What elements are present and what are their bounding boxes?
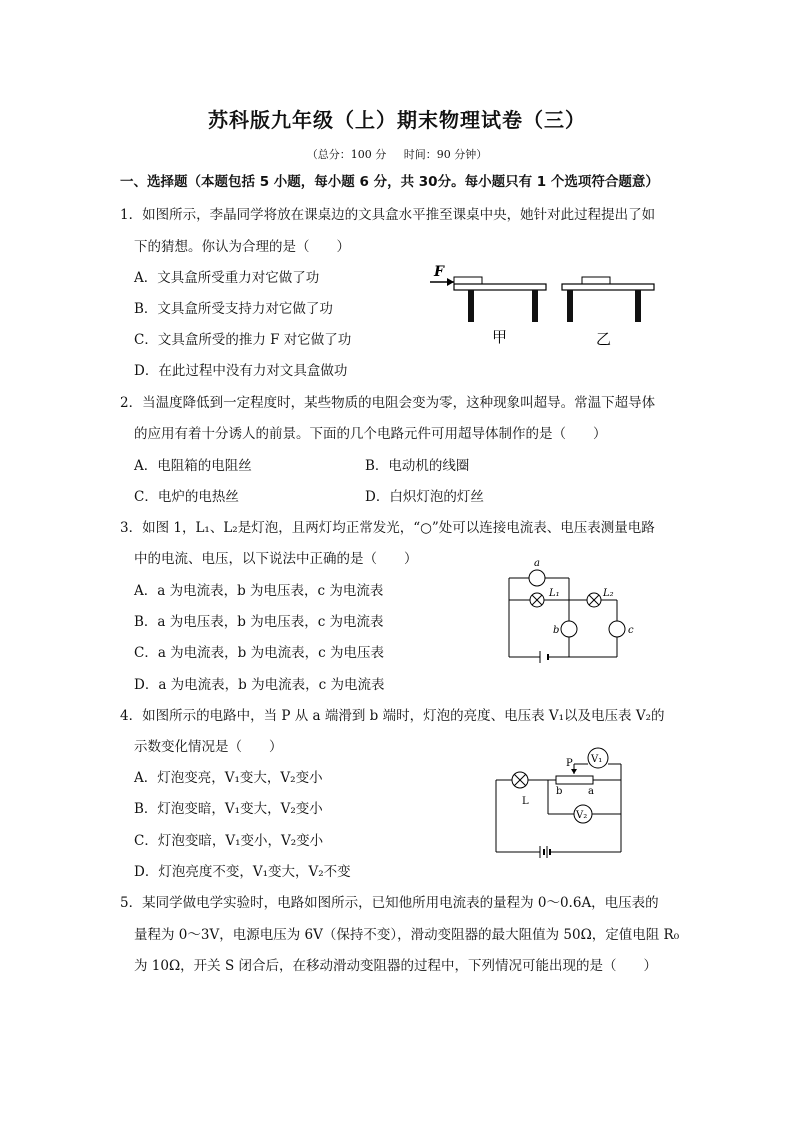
desk-leg-right-1 xyxy=(567,290,573,322)
voltmeter-v2-label: V₂ xyxy=(576,810,588,821)
q4-option-a: A．灯泡变亮，V₁变大，V₂变小 xyxy=(134,770,323,786)
desk-leg-left-2 xyxy=(532,290,538,322)
lamp-l2-label: L₂ xyxy=(603,588,614,599)
q3-option-b: B．a 为电压表，b 为电压表，c 为电流表 xyxy=(134,614,384,630)
q2-option-c: C．电炉的电热丝 xyxy=(134,489,239,505)
q5-stem-line2: 量程为 0～3V，电源电压为 6V（保持不变），滑动变阻器的最大阻值为 50Ω，定值电阻 R₀ xyxy=(134,927,680,943)
q4-option-b: B．灯泡变暗，V₁变大，V₂变小 xyxy=(134,801,323,817)
meter-c xyxy=(609,621,625,637)
desk-leg-left-1 xyxy=(468,290,474,322)
rheostat-b-label: b xyxy=(556,786,563,797)
q1-option-a: A．文具盒所受重力对它做了功 xyxy=(134,270,320,286)
q3-option-d: D．a 为电流表，b 为电流表，c 为电流表 xyxy=(134,677,385,693)
q4-option-c: C．灯泡变暗，V₁变小，V₂变小 xyxy=(134,833,324,849)
q3-circuit-diagram xyxy=(505,560,640,662)
meter-a xyxy=(529,570,545,586)
q4-circuit-diagram xyxy=(490,744,630,860)
q2-stem-line1: 2．当温度降低到一定程度时，某些物质的电阻会变为零，这种现象叫超导。常温下超导体 xyxy=(120,395,656,411)
q3-stem-line2: 中的电流、电压，以下说法中正确的是（ ） xyxy=(134,551,418,567)
q1-option-d: D．在此过程中没有力对文具盒做功 xyxy=(134,363,348,379)
q3-option-c: C．a 为电流表，b 为电流表，c 为电压表 xyxy=(134,645,384,661)
voltmeter-v1-label: V₁ xyxy=(591,754,603,765)
q2-option-b: B．电动机的线圈 xyxy=(365,458,470,474)
rheostat xyxy=(556,776,593,784)
q1-stem-line1: 1．如图所示，李晶同学将放在课桌边的文具盒水平推至课桌中央，她针对此过程提出了如 xyxy=(120,207,656,223)
q5-stem-line3: 为 10Ω，开关 S 闭合后，在移动滑动变阻器的过程中，下列情况可能出现的是（ ） xyxy=(134,958,657,974)
desk-leg-right-2 xyxy=(635,290,641,322)
desk-top-right xyxy=(562,284,654,290)
fig-label-left: 甲 xyxy=(492,328,508,346)
q5-stem-line1: 5．某同学做电学实验时，电路如图所示，已知他所用电流表的量程为 0～0.6A，电压表的 xyxy=(120,895,659,911)
pencil-box-left xyxy=(454,277,482,284)
fig-label-right: 乙 xyxy=(596,330,612,348)
desk-top-left xyxy=(454,284,546,290)
q1-option-b: B．文具盒所受支持力对它做了功 xyxy=(134,301,333,317)
rheostat-a-label: a xyxy=(588,786,594,797)
q4-stem-line2: 示数变化情况是（ ） xyxy=(134,739,283,755)
meter-c-label: c xyxy=(628,625,634,636)
lamp-l-label: L xyxy=(522,796,529,807)
page-title: 苏科版九年级（上）期末物理试卷（三） xyxy=(208,108,586,132)
q4-option-d: D．灯泡亮度不变，V₁变大，V₂不变 xyxy=(134,864,351,880)
meter-b xyxy=(561,621,577,637)
q3-stem-line1: 3．如图 1，L₁、L₂是灯泡，且两灯均正常发光，“○”处可以连接电流表、电压表测量电路 xyxy=(120,520,655,536)
q4-stem-line1: 4．如图所示的电路中，当 P 从 a 端滑到 b 端时，灯泡的亮度、电压表 V₁以及电压表 V₂的 xyxy=(120,708,665,724)
slider-arrow xyxy=(571,769,577,774)
force-label: F xyxy=(434,264,444,280)
force-arrowhead xyxy=(447,278,454,286)
exam-info: （总分：100 分 时间：90 分钟） xyxy=(306,148,488,161)
pencil-box-right xyxy=(582,277,610,284)
lamp-l1-label: L₁ xyxy=(549,588,560,599)
q2-stem-line2: 的应用有着十分诱人的前景。下面的几个电路元件可用超导体制作的是（ ） xyxy=(134,426,607,442)
slider-p-label: P xyxy=(566,758,573,769)
q1-option-c: C．文具盒所受的推力 F 对它做了功 xyxy=(134,332,352,348)
section-heading: 一、选择题（本题包括 5 小题，每小题 6 分，共 30分。每小题只有 1 个选项符合题意） xyxy=(120,174,659,190)
q2-option-a: A．电阻箱的电阻丝 xyxy=(134,458,252,474)
meter-a-label: a xyxy=(534,558,540,569)
q2-option-d: D．白炽灯泡的灯丝 xyxy=(365,489,484,505)
q1-desk-figure xyxy=(430,266,660,350)
q1-stem-line2: 下的猜想。你认为合理的是（ ） xyxy=(134,239,350,255)
meter-b-label: b xyxy=(553,625,560,636)
q3-option-a: A．a 为电流表，b 为电压表，c 为电流表 xyxy=(134,583,384,599)
